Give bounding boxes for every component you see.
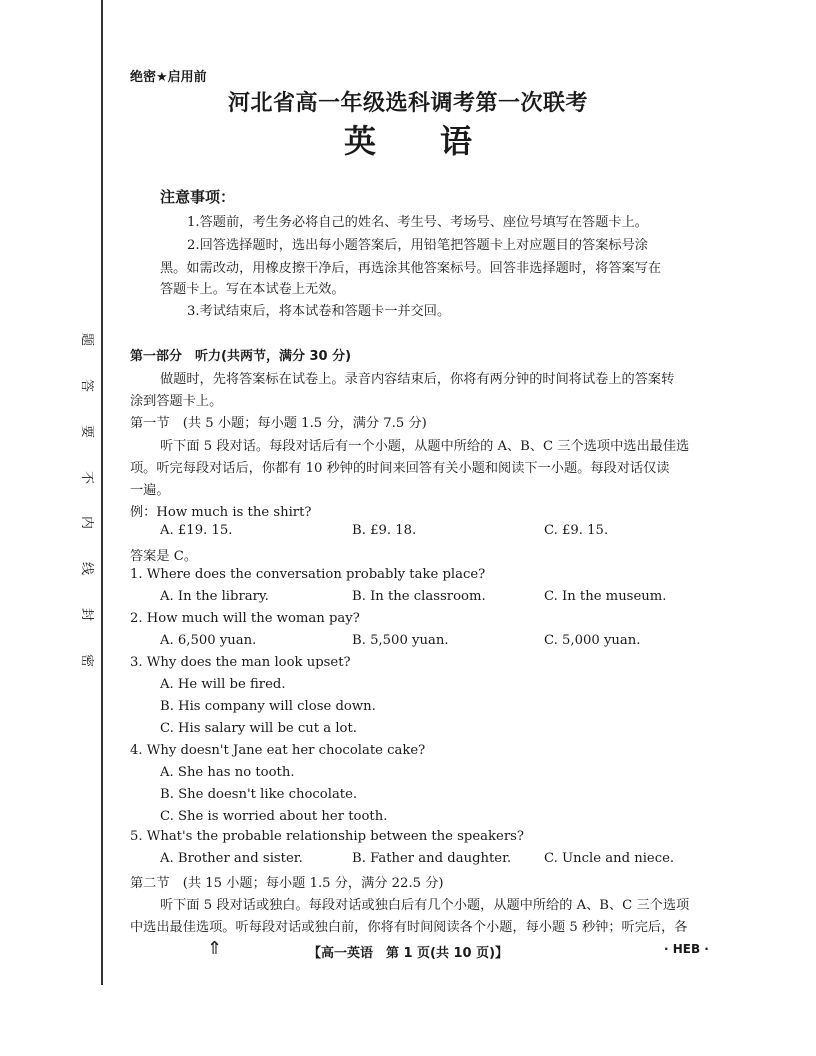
notes-item-1: 1.答题前，考生务必将自己的姓名、考生号、考场号、座位号填写在答题卡上。 <box>187 215 648 230</box>
seal-char: 不 <box>79 470 95 484</box>
question-3-option-b: B. His company will close down. <box>160 699 376 714</box>
question-1-option-c: C. In the museum. <box>544 589 667 604</box>
subject-title: 英 语 <box>343 122 472 160</box>
part1-title: 第一部分 听力(共两节，满分 30 分) <box>130 349 352 364</box>
question-2-option-c: C. 5,000 yuan. <box>544 633 641 648</box>
section1-intro-line-1: 听下面 5 段对话。每段对话后有一个小题，从题中所给的 A、B、C 三个选项中选出最佳选 <box>160 439 690 454</box>
paper-code: · HEB · <box>664 942 709 956</box>
question-2-option-b: B. 5,500 yuan. <box>352 633 449 648</box>
question-4-option-a: A. She has no tooth. <box>160 765 295 780</box>
up-arrow-icon: ⇑ <box>207 938 223 959</box>
question-3-option-a: A. He will be fired. <box>160 677 286 692</box>
question-5: 5. What's the probable relationship between the speakers? <box>130 829 524 844</box>
question-3: 3. Why does the man look upset? <box>130 655 351 670</box>
question-4-option-b: B. She doesn't like chocolate. <box>160 787 358 802</box>
question-5-option-b: B. Father and daughter. <box>352 851 512 866</box>
question-4: 4. Why doesn't Jane eat her chocolate cake? <box>130 743 426 758</box>
section1-intro-line-3: 一遍。 <box>130 483 170 498</box>
question-1-option-b: B. In the classroom. <box>352 589 486 604</box>
seal-char: 密 <box>79 653 95 667</box>
example-option-c: C. £9. 15. <box>544 523 609 538</box>
question-2-option-a: A. 6,500 yuan. <box>160 633 257 648</box>
seal-char: 答 <box>79 378 95 392</box>
seal-char: 封 <box>79 608 95 622</box>
question-5-option-a: A. Brother and sister. <box>160 851 303 866</box>
notes-title: 注意事项： <box>160 188 236 206</box>
seal-char: 线 <box>79 562 95 576</box>
confidential-label: 绝密★启用前 <box>130 70 207 85</box>
question-1: 1. Where does the conversation probably take place? <box>130 567 486 582</box>
notes-item-3: 3.考试结束后，将本试卷和答题卡一并交回。 <box>187 304 451 319</box>
section1-intro-line-2: 项。听完每段对话后，你都有 10 秒钟的时间来回答有关小题和阅读下一小题。每段对话仅读 <box>130 461 670 476</box>
section1-title: 第一节 (共 5 小题；每小题 1.5 分，满分 7.5 分) <box>130 416 427 431</box>
seal-line-text <box>80 330 98 670</box>
question-2: 2. How much will the woman pay? <box>130 611 360 626</box>
section2-intro-line-1: 听下面 5 段对话或独白。每段对话或独白后有几个小题，从题中所给的 A、B、C 三个选项 <box>160 898 690 913</box>
notes-item-2-line-1: 2.回答选择题时，选出每小题答案后，用铅笔把答题卡上对应题目的答案标号涂 <box>187 238 648 253</box>
section2-title: 第二节 (共 15 小题；每小题 1.5 分，满分 22.5 分) <box>130 876 444 891</box>
example-option-b: B. £9. 18. <box>352 523 417 538</box>
example-question: 例：How much is the shirt? <box>130 505 312 520</box>
seal-char: 要 <box>79 424 95 438</box>
notes-item-2-line-2: 黑。如需改动，用橡皮擦干净后，再选涂其他答案标号。回答非选择题时，将答案写在 <box>160 261 662 276</box>
question-1-option-a: A. In the library. <box>160 589 269 604</box>
question-5-option-c: C. Uncle and niece. <box>544 851 675 866</box>
seal-char: 题 <box>79 332 95 347</box>
section2-intro-line-2: 中选出最佳选项。听每段对话或独白前，你将有时间阅读各个小题，每小题 5 秒钟；听完后，各 <box>130 920 688 935</box>
notes-item-2-line-3: 答题卡上。写在本试卷上无效。 <box>160 282 345 297</box>
part1-intro-line-1: 做题时，先将答案标在试卷上。录音内容结束后，你将有两分钟的时间将试卷上的答案转 <box>160 372 675 387</box>
question-3-option-c: C. His salary will be cut a lot. <box>160 721 357 736</box>
part1-intro-line-2: 涂到答题卡上。 <box>130 394 223 409</box>
page-info: 【高一英语 第 1 页(共 10 页)】 <box>307 946 509 961</box>
example-answer: 答案是 C。 <box>130 549 198 564</box>
seal-char: 内 <box>79 516 95 530</box>
exam-title: 河北省高一年级选科调考第一次联考 <box>227 91 588 116</box>
question-4-option-c: C. She is worried about her tooth. <box>160 809 388 824</box>
example-option-a: A. £19. 15. <box>160 523 233 538</box>
